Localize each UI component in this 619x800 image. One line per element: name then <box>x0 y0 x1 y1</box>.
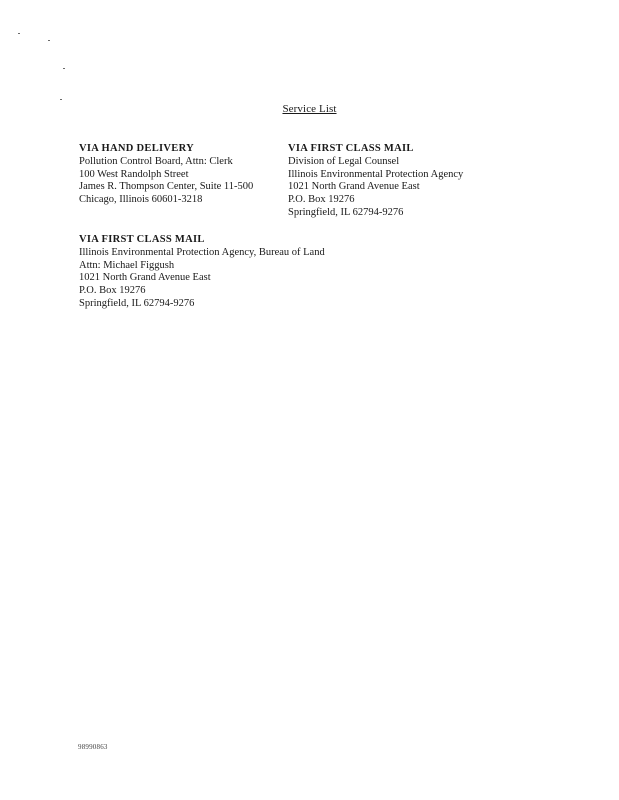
address-line: Illinois Environmental Protection Agency <box>288 168 464 180</box>
address-line: Division of Legal Counsel <box>288 155 400 167</box>
address-line: James R. Thompson Center, Suite 11-500 <box>79 181 254 193</box>
scan-speck <box>60 99 62 100</box>
address-line: Springfield, IL 62794-9276 <box>79 297 195 309</box>
address-line: P.O. Box 19276 <box>288 194 355 206</box>
address-line: 1021 North Grand Avenue East <box>79 272 211 284</box>
block-heading: VIA FIRST CLASS MAIL <box>79 234 205 245</box>
address-line: 1021 North Grand Avenue East <box>288 181 420 193</box>
scan-speck <box>48 40 50 41</box>
address-line: Attn: Michael Figgush <box>79 259 175 271</box>
service-block-first-class-bureau <box>79 234 325 311</box>
address-line: Illinois Environmental Protection Agency, Bureau of Land <box>79 246 325 258</box>
scan-speck <box>18 33 20 34</box>
address-line: 100 West Randolph Street <box>79 168 189 180</box>
service-block-first-class-legal <box>288 143 463 220</box>
address-line: P.O. Box 19276 <box>79 285 146 297</box>
page-title: Service List <box>282 103 337 115</box>
document-id-code: 98990863 <box>78 743 108 751</box>
address-line: Springfield, IL 62794-9276 <box>288 206 404 218</box>
block-heading: VIA FIRST CLASS MAIL <box>288 143 414 154</box>
block-heading: VIA HAND DELIVERY <box>79 143 194 154</box>
address-line: Pollution Control Board, Attn: Clerk <box>79 155 233 167</box>
service-block-hand-delivery <box>79 143 253 207</box>
scan-speck <box>63 68 65 69</box>
address-line: Chicago, Illinois 60601-3218 <box>79 194 203 206</box>
